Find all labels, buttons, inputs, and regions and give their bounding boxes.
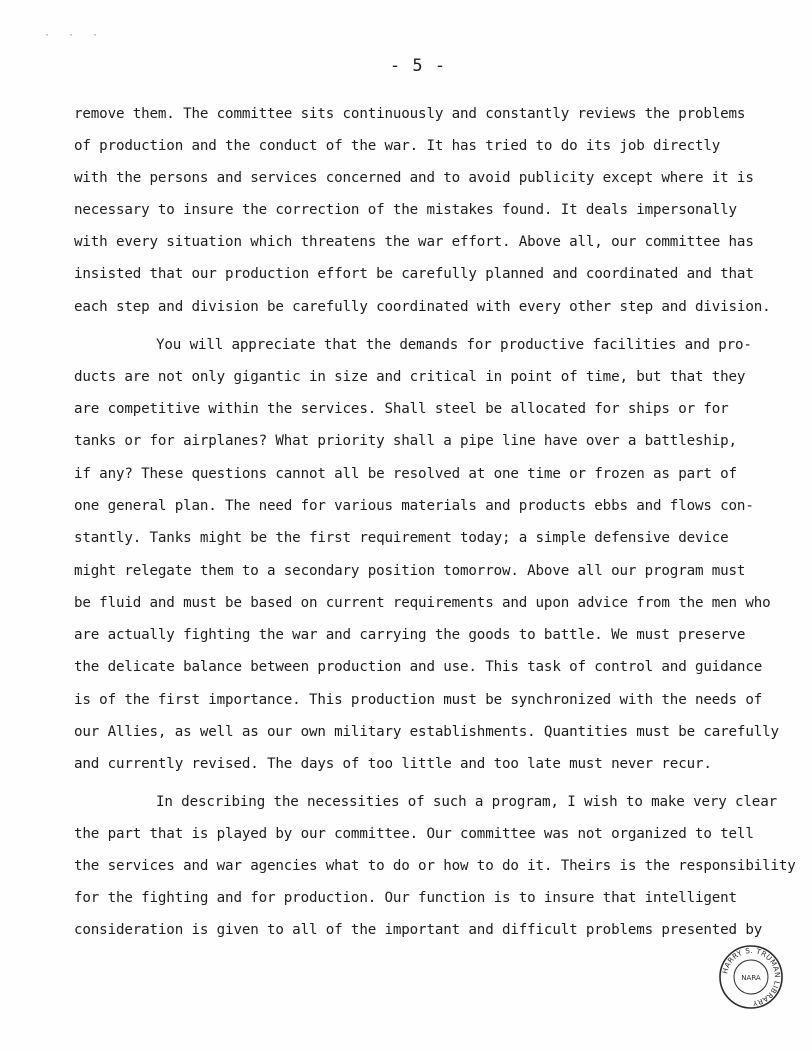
text-line: with the persons and services concerned and to avoid publicity except where it is <box>74 170 754 186</box>
text-line: insisted that our production effort be carefully planned and coordinated and that <box>74 266 754 282</box>
text-line: with every situation which threatens the war effort. Above all, our committee has <box>74 234 754 250</box>
text-line: stantly. Tanks might be the first requirement today; a simple defensive device <box>74 530 729 546</box>
text-line: for the fighting and for production. Our function is to insure that intelligent <box>74 890 737 906</box>
text-line: of production and the conduct of the war. It has tried to do its job directly <box>74 138 721 154</box>
text-line: remove them. The committee sits continuously and constantly reviews the problems <box>74 106 746 122</box>
text-line: You will appreciate that the demands for productive facilities and pro- <box>156 337 752 353</box>
text-line: might relegate them to a secondary position tomorrow. Above all our program must <box>74 563 746 579</box>
text-line: consideration is given to all of the important and difficult problems presented by <box>74 922 763 938</box>
text-line: the delicate balance between production and use. This task of control and guidance <box>74 659 763 675</box>
text-line: are competitive within the services. Shall steel be allocated for ships or for <box>74 401 729 417</box>
stamp-text: HARRY S. TRUMAN LIBRARY <box>720 945 783 1009</box>
text-line: each step and division be carefully coordinated with every other step and division. <box>74 299 771 315</box>
text-line: tanks or for airplanes? What priority shall a pipe line have over a battleship, <box>74 433 737 449</box>
text-line: are actually fighting the war and carrying the goods to battle. We must preserve <box>74 627 746 643</box>
text-line: the part that is played by our committee. Our committee was not organized to tell <box>74 826 754 842</box>
page-number: - 5 - <box>389 56 447 76</box>
text-line: be fluid and must be based on current requirements and upon advice from the men who <box>74 595 771 611</box>
text-line: one general plan. The need for various materials and products ebbs and flows con- <box>74 498 754 514</box>
text-line: necessary to insure the correction of the mistakes found. It deals impersonally <box>74 202 737 218</box>
library-stamp-icon <box>718 944 784 1010</box>
text-line: and currently revised. The days of too little and too late must never recur. <box>74 756 712 772</box>
text-line: is of the first importance. This production must be synchronized with the needs of <box>74 692 763 708</box>
margin-marks: · · · <box>44 30 105 41</box>
text-line: the services and war agencies what to do or how to do it. Theirs is the responsibility <box>74 858 796 874</box>
text-line: In describing the necessities of such a program, I wish to make very clear <box>156 794 777 810</box>
text-line: if any? These questions cannot all be resolved at one time or frozen as part of <box>74 466 737 482</box>
stamp-inner-text: NARA <box>741 974 761 982</box>
text-line: our Allies, as well as our own military establishments. Quantities must be carefully <box>74 724 779 740</box>
text-line: ducts are not only gigantic in size and critical in point of time, but that they <box>74 369 746 385</box>
